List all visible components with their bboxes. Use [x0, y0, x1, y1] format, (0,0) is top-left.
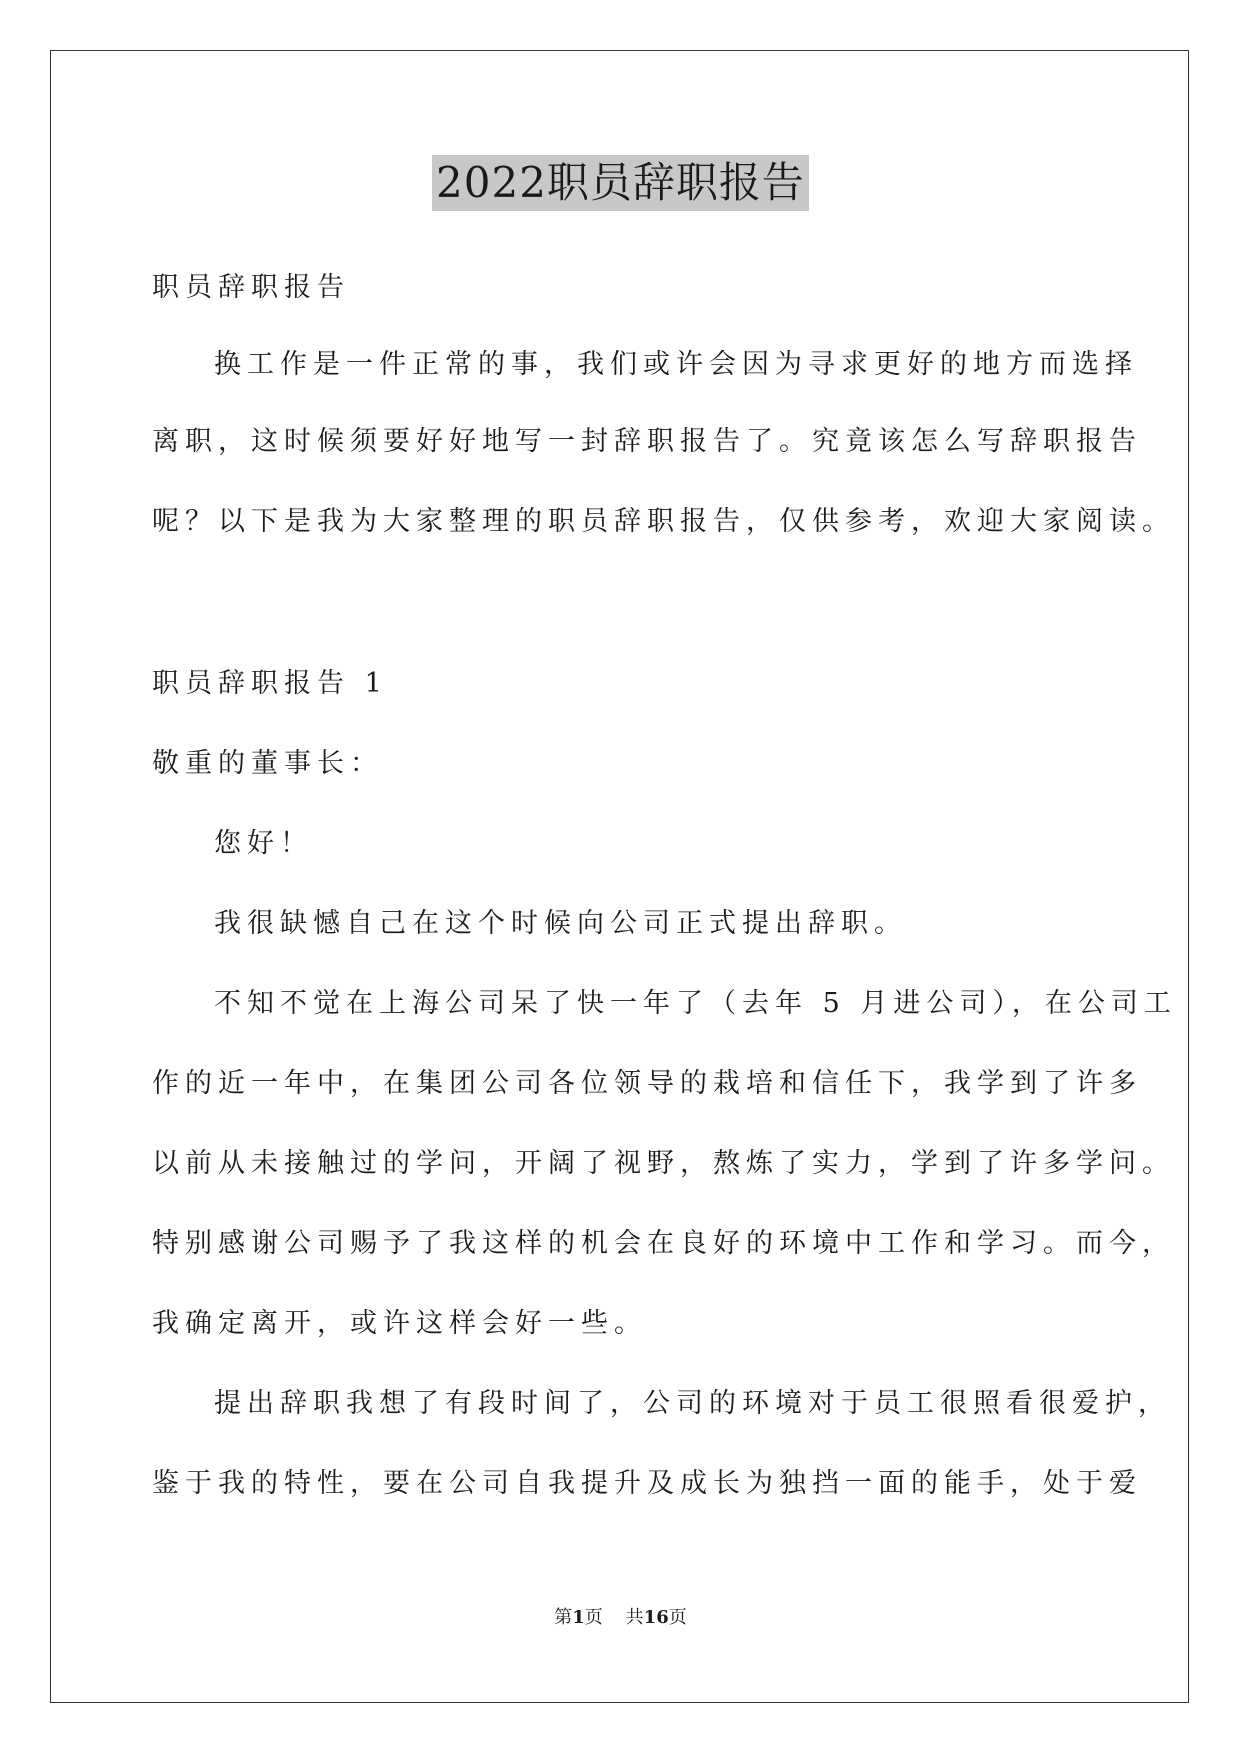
body-line: 提出辞职我想了有段时间了，公司的环境对于员工很照看很爱护，: [214, 1388, 1171, 1419]
section-heading: 职员辞职报告 1: [152, 668, 388, 699]
body-line: 我确定离开，或许这样会好一些。: [152, 1308, 647, 1339]
page-suffix: 页: [584, 1607, 603, 1628]
page-footer: [0, 1606, 1241, 1630]
total-pages: 16: [643, 1607, 669, 1628]
page-number: 1: [572, 1607, 585, 1628]
total-suffix: 页: [668, 1607, 687, 1628]
body-line: 特别感谢公司赐予了我这样的机会在良好的环境中工作和学习。而今，: [152, 1228, 1175, 1259]
body-line: 不知不觉在上海公司呆了快一年了（去年 5 月进公司），在公司工: [214, 988, 1177, 1019]
document-title: 2022职员辞职报告: [432, 155, 809, 211]
intro-line: 换工作是一件正常的事，我们或许会因为寻求更好的地方而选择: [214, 349, 1138, 380]
body-line: 我很缺憾自己在这个时候向公司正式提出辞职。: [214, 908, 907, 939]
document-subtitle: 职员辞职报告: [152, 272, 350, 303]
salutation: 敬重的董事长：: [152, 748, 383, 779]
body-line: 以前从未接触过的学问，开阔了视野，熬炼了实力，学到了许多学问。: [152, 1148, 1175, 1179]
title-container: [0, 155, 1241, 211]
intro-line: 呢？以下是我为大家整理的职员辞职报告，仅供参考，欢迎大家阅读。: [152, 506, 1175, 537]
page-prefix: 第: [554, 1607, 573, 1628]
body-line: 鉴于我的特性，要在公司自我提升及成长为独挡一面的能手，处于爱: [152, 1468, 1142, 1499]
body-line: 作的近一年中，在集团公司各位领导的栽培和信任下，我学到了许多: [152, 1068, 1142, 1099]
greeting: 您好！: [214, 828, 313, 859]
intro-line: 离职，这时候须要好好地写一封辞职报告了。究竟该怎么写辞职报告: [152, 426, 1142, 457]
total-prefix: 共: [625, 1607, 644, 1628]
